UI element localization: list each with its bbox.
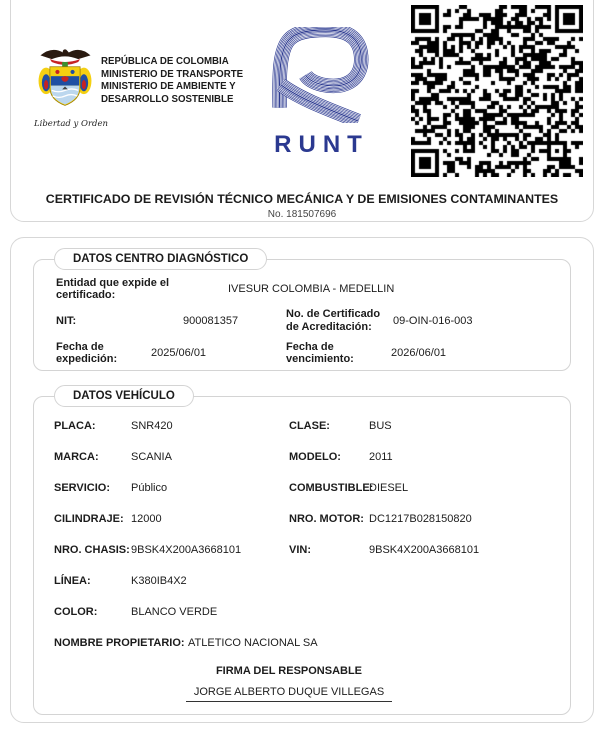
field-label: CILINDRAJE: <box>54 512 124 525</box>
field-value: BUS <box>369 419 392 432</box>
ministry-line: DESARROLLO SOSTENIBLE <box>101 93 234 105</box>
coat-of-arms-caption: Libertad y Orden <box>34 119 109 129</box>
qr-code-icon <box>411 5 583 177</box>
ministry-line: REPÚBLICA DE COLOMBIA <box>101 56 229 67</box>
section-legend-diagnostic-center: DATOS CENTRO DIAGNÓSTICO <box>54 248 267 270</box>
ministry-line: MINISTERIO DE TRANSPORTE <box>101 68 244 80</box>
owner-label: NOMBRE PROPIETARIO: <box>54 636 185 649</box>
nit-value: 900081357 <box>183 315 239 327</box>
field-value: DIESEL <box>369 481 409 494</box>
main-card <box>10 237 594 723</box>
ministry-header <box>101 56 243 106</box>
field-value: BLANCO VERDE <box>131 605 218 618</box>
ministry-line: MINISTERIO DE AMBIENTE Y <box>101 81 236 93</box>
field-label: LÍNEA: <box>54 574 91 587</box>
field-value: Público <box>131 481 168 494</box>
field-label: NRO. CHASIS: <box>54 543 130 556</box>
header-card <box>10 0 594 222</box>
field-label: NRO. MOTOR: <box>289 512 364 525</box>
accreditation-label: No. de Certificado de Acreditación: <box>286 308 381 333</box>
field-label: COMBUSTIBLE: <box>289 481 374 494</box>
field-value: 12000 <box>131 512 162 525</box>
signature-block <box>21 665 557 702</box>
field-label: MODELO: <box>289 450 341 463</box>
field-value: SNR420 <box>131 419 173 432</box>
signature-name: JORGE ALBERTO DUQUE VILLEGAS <box>186 686 392 702</box>
entity-value: IVESUR COLOMBIA - MEDELLIN <box>228 283 395 295</box>
field-label: SERVICIO: <box>54 481 111 494</box>
field-value: SCANIA <box>131 450 172 463</box>
expiry-date-label: Fecha de vencimiento: <box>286 341 354 365</box>
owner-value: ATLETICO NACIONAL SA <box>188 636 318 649</box>
certificate-number: No. 181507696 <box>267 209 337 220</box>
accreditation-value: 09-OIN-016-003 <box>393 315 473 327</box>
coat-of-arms-block <box>34 45 109 129</box>
field-value: K380IB4X2 <box>131 574 187 587</box>
field-label: VIN: <box>289 543 311 556</box>
field-value: 9BSK4X200A3668101 <box>131 543 242 556</box>
field-value: 2011 <box>369 450 393 463</box>
document-title: CERTIFICADO DE REVISIÓN TÉCNICO MECÁNICA Y DE EMISIONES CONTAMINANTES <box>45 192 559 206</box>
nit-label: NIT: <box>56 315 77 327</box>
issue-date-value: 2025/06/01 <box>151 347 207 359</box>
runt-wordmark: RUNT <box>274 131 369 158</box>
field-value: 9BSK4X200A3668101 <box>369 543 480 556</box>
field-label: PLACA: <box>54 419 96 432</box>
field-label: MARCA: <box>54 450 99 463</box>
runt-r-logo-icon <box>265 27 373 123</box>
vehicle-data-grid <box>34 397 570 627</box>
runt-logo-block <box>260 27 378 159</box>
entity-label: Entidad que expide el certificado: <box>56 277 170 301</box>
colombia-coat-of-arms-icon <box>36 45 94 113</box>
issue-date-label: Fecha de expedición: <box>56 341 118 365</box>
signature-title: FIRMA DEL RESPONSABLE <box>215 665 363 677</box>
expiry-date-value: 2026/06/01 <box>391 347 447 359</box>
section-diagnostic-center <box>33 253 571 371</box>
section-vehicle <box>33 390 571 715</box>
section-legend-vehicle: DATOS VEHÍCULO <box>54 385 194 407</box>
field-label: COLOR: <box>54 605 98 618</box>
field-label: CLASE: <box>289 419 330 432</box>
field-value: DC1217B028150820 <box>369 512 472 525</box>
